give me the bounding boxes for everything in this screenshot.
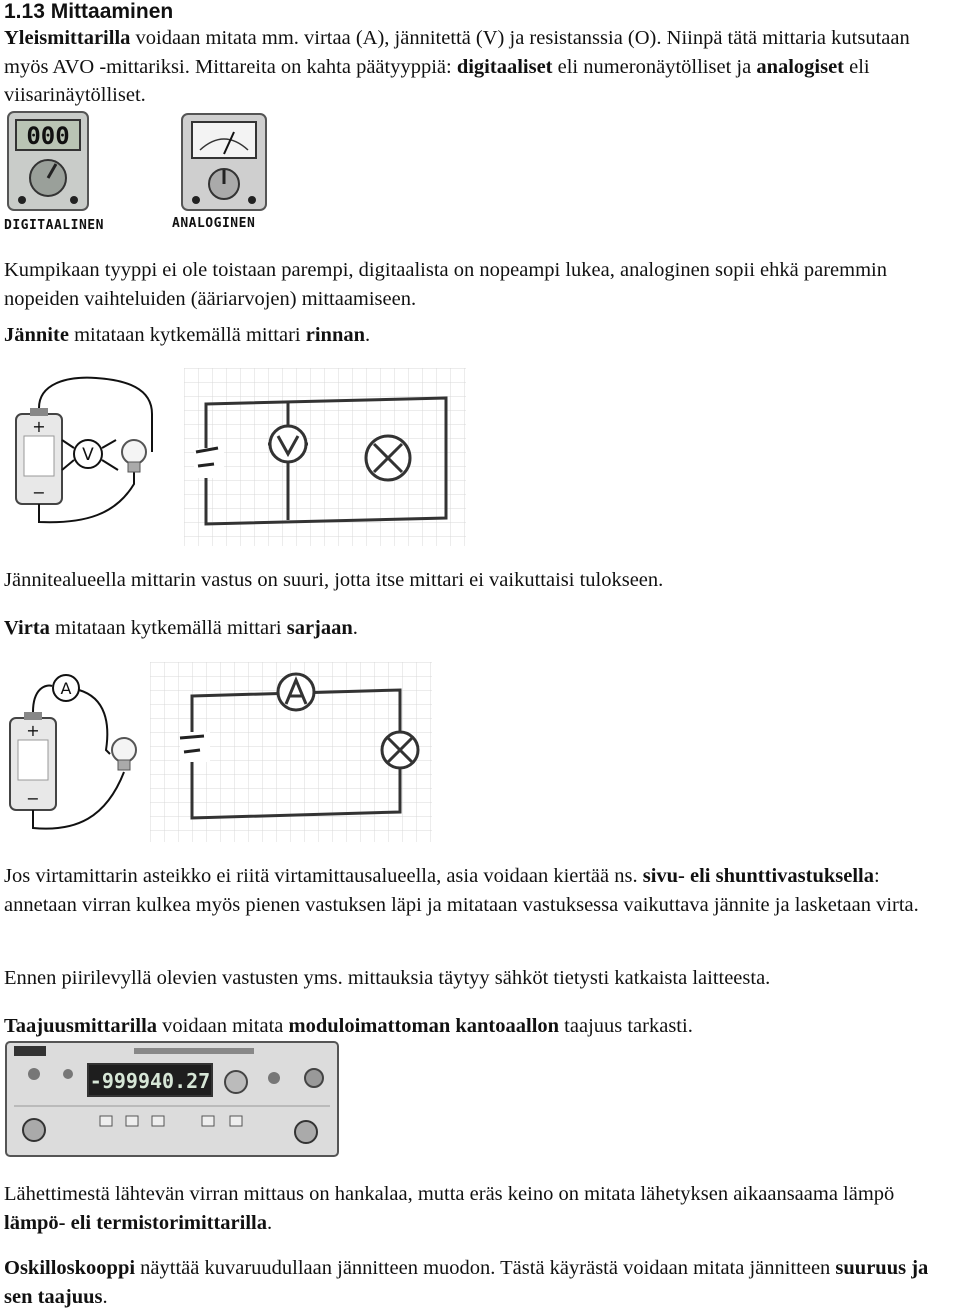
section-heading: 1.13 Mittaaminen — [4, 0, 174, 23]
bulb-icon — [112, 738, 136, 770]
term-jannite: Jännite — [4, 324, 69, 346]
term-suuruus-taajuus: suuruus ja sen taajuus — [4, 1257, 929, 1308]
digital-meter-icon — [8, 112, 88, 210]
current-circuit-diagram — [150, 662, 432, 842]
term-virta: Virta — [4, 617, 50, 639]
svg-text:−: − — [26, 789, 40, 808]
term-shunttivastus: sivu- eli shunttivastuksella — [642, 865, 874, 887]
paragraph-power-off: Ennen piirilevyllä olevien vastusten yms. mittauksia täytyy sähköt tietysti katkaista laitteesta. — [4, 967, 771, 989]
ammeter-symbol: A — [60, 679, 72, 698]
battery-icon — [10, 712, 56, 810]
bulb-icon — [122, 440, 146, 472]
term-termistorimittari: lämpö- eli termistorimittarilla — [4, 1211, 267, 1234]
analog-meter-label: ANALOGINEN — [172, 216, 256, 231]
digital-meter-display: 000 — [26, 122, 70, 150]
frequency-counter-image — [4, 1040, 340, 1158]
svg-text:−: − — [32, 483, 46, 502]
battery-icon — [16, 408, 62, 504]
analog-meter-icon — [182, 114, 266, 210]
term-sarjaan: sarjaan — [286, 617, 353, 639]
digital-meter-label: DIGITAALINEN — [4, 218, 104, 233]
paragraph-voltage: Jännite mitataan kytkemällä mittari rinnan. — [4, 324, 371, 346]
paragraph-comparison: Kumpikaan tyyppi ei ole toistaan parempi, digitaalista on nopeampi lukea, analoginen sopii ehkä paremmin nopeiden vaihteluiden (ääriarvojen) mittaamiseen. — [4, 259, 887, 310]
input-connector-icon — [23, 1119, 45, 1141]
paragraph-voltage-range: Jännitealueella mittarin vastus on suuri, jotta itse mittari ei vaikuttaisi tulokseen. — [4, 569, 664, 591]
voltmeter-symbol: V — [82, 445, 94, 465]
svg-text:+: + — [26, 721, 40, 740]
paragraph-oscilloscope: Oskilloskooppi näyttää kuvaruudullaan jännitteen muodon. Tästä käyrästä voidaan mitata jännitteen suuruus ja sen taajuus. — [4, 1257, 929, 1308]
term-kantoaalto: moduloimattoman kantoaallon — [288, 1015, 560, 1037]
voltage-circuit-illustration — [6, 374, 156, 534]
paragraph-current: Virta mitataan kytkemällä mittari sarjaan. — [4, 617, 358, 639]
frequency-display-value: -999940.27 — [89, 1069, 211, 1093]
paragraph-multimeter: Yleismittarilla voidaan mitata mm. virtaa (A), jännitettä (V) ja resistanssia (O). Niinpä tätä mittaria kutsutaan myös AVO -mittariksi. Mittareita on kahta päätyyppiä: digitaaliset eli numeronäytölliset ja analogiset eli viisarinäytölliset. — [4, 27, 910, 106]
paragraph-shunt: Jos virtamittarin asteikko ei riitä virtamittausalueella, asia voidaan kiertää ns. sivu- eli shunttivastuksella: annetaan virran kulkea myös pienen vastuksen läpi ja mitataan vastuksessa vaikuttava jännite ja lasketaan virta. — [4, 865, 919, 916]
term-digitaaliset: digitaaliset — [456, 55, 553, 78]
term-taajuusmittari: Taajuusmittarilla — [4, 1015, 158, 1037]
paragraph-frequency-counter: Taajuusmittarilla voidaan mitata moduloimattoman kantoaallon taajuus tarkasti. — [4, 1015, 693, 1037]
term-rinnan: rinnan — [305, 324, 365, 346]
term-oskilloskooppi: Oskilloskooppi — [4, 1257, 136, 1279]
paragraph-thermistor: Lähettimestä lähtevän virran mittaus on hankalaa, mutta eräs keino on mitata lähetyksen aikaansaama lämpö lämpö- eli termistorimittarilla. — [4, 1183, 895, 1234]
adjust-knob-icon — [225, 1071, 247, 1093]
input-connector-icon — [295, 1121, 317, 1143]
current-circuit-illustration — [6, 668, 148, 838]
svg-text:+: + — [32, 417, 46, 436]
term-yleismittari: Yleismittarilla — [4, 27, 131, 49]
term-analogiset: analogiset — [756, 55, 845, 78]
voltage-circuit-diagram — [184, 368, 466, 546]
